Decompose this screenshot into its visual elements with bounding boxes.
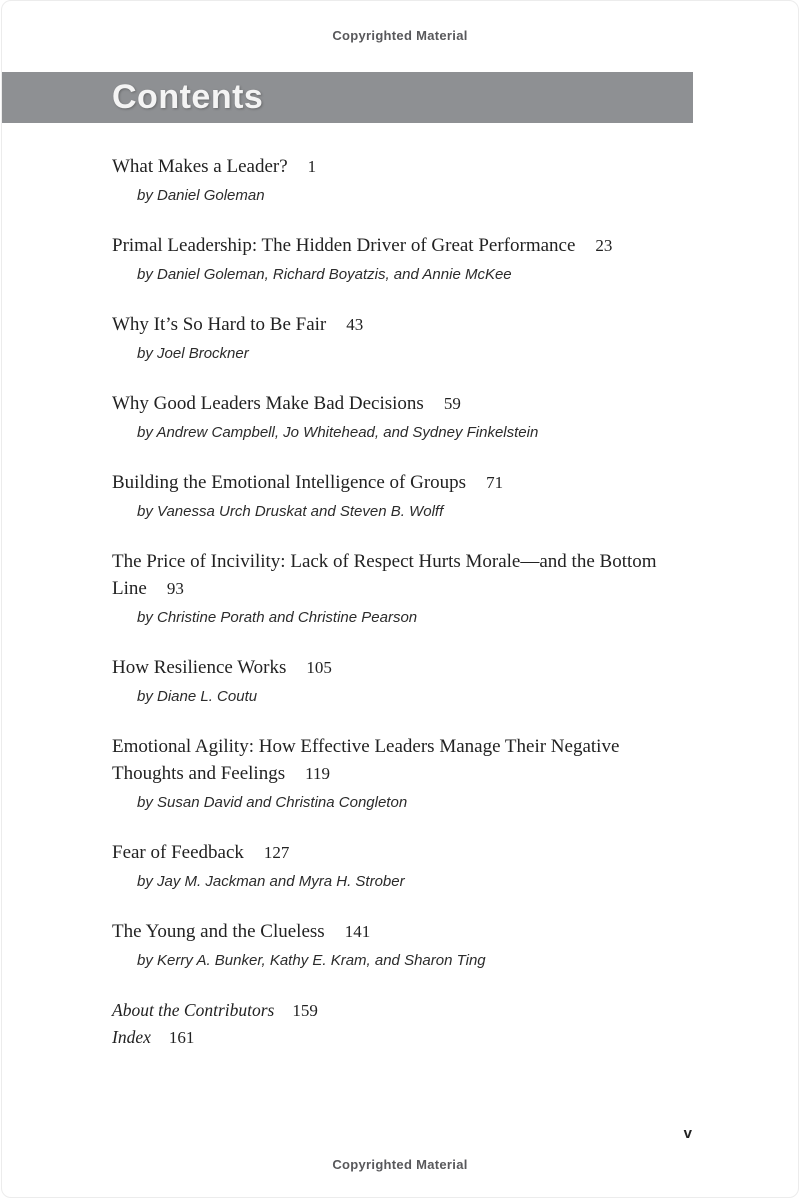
toc-entry-title-line — [112, 839, 677, 866]
toc-entry-page: 93 — [166, 579, 184, 598]
toc-entry — [112, 469, 677, 522]
toc-entry-title: Primal Leadership: The Hidden Driver of Great Performance — [112, 235, 576, 256]
toc-entry — [112, 918, 677, 971]
toc-entry — [112, 153, 677, 206]
back-matter-title: About the Contributors — [112, 1000, 275, 1020]
toc-entry-title-line — [112, 733, 677, 787]
toc-entry-title-line — [112, 153, 677, 180]
copyright-notice-top: Copyrighted Material — [332, 28, 468, 43]
toc-entry — [112, 311, 677, 364]
toc-entry-title-line — [112, 918, 677, 945]
toc-entry-title-line — [112, 232, 677, 259]
toc-entry-page: 127 — [263, 843, 290, 862]
back-matter-page: 159 — [292, 1001, 318, 1020]
toc-entry-byline: by Jay M. Jackman and Myra H. Strober — [137, 873, 405, 890]
toc-entry-page: 43 — [346, 315, 364, 334]
toc-list — [2, 153, 797, 971]
contents-title: Contents — [112, 78, 264, 116]
toc-entry-byline: by Diane L. Coutu — [137, 688, 258, 705]
toc-entry-title: The Young and the Clueless — [112, 921, 325, 942]
toc-entry-title: Why It’s So Hard to Be Fair — [112, 314, 327, 335]
contents-header-bar — [2, 72, 693, 123]
toc-entry-title: What Makes a Leader? — [112, 156, 288, 177]
book-page — [1, 0, 799, 1198]
toc-entry-page: 23 — [595, 236, 613, 255]
toc-entry-title: Why Good Leaders Make Bad Decisions — [112, 393, 424, 414]
toc-entry-page: 105 — [306, 658, 332, 677]
back-matter-item — [112, 1024, 798, 1051]
toc-entry-byline: by Susan David and Christina Congleton — [137, 794, 408, 811]
toc-entry-byline: by Joel Brockner — [137, 345, 249, 362]
toc-entry-byline: by Daniel Goleman, Richard Boyatzis, and Annie McKee — [137, 266, 512, 283]
toc-entry-title-line — [112, 548, 677, 602]
toc-entry-page: 59 — [443, 394, 461, 413]
toc-entry-title: How Resilience Works — [112, 657, 287, 678]
toc-entry-title: Building the Emotional Intelligence of Groups — [112, 472, 467, 493]
toc-entry-page: 1 — [307, 157, 317, 176]
back-matter-item — [112, 997, 798, 1024]
back-matter-page: 161 — [168, 1028, 195, 1047]
toc-entry-title: The Price of Incivility: Lack of Respect Hurts Morale—and the Bottom Line — [112, 551, 657, 599]
toc-entry — [112, 390, 677, 443]
toc-entry-title-line — [112, 390, 677, 417]
toc-entry-page: 71 — [486, 473, 504, 492]
toc-entry-title-line — [112, 654, 677, 681]
toc-entry-title: Fear of Feedback — [112, 842, 244, 863]
toc-entry-title-line — [112, 311, 677, 338]
toc-entry-byline: by Andrew Campbell, Jo Whitehead, and Sydney Finkelstein — [137, 424, 539, 441]
toc-entry — [112, 548, 677, 628]
toc-entry-title: Emotional Agility: How Effective Leaders Manage Their Negative Thoughts and Feelings — [112, 736, 620, 784]
toc-entry — [112, 839, 677, 892]
toc-entry-title-line — [112, 469, 677, 496]
toc-entry-page: 141 — [344, 922, 371, 941]
back-matter-list — [2, 997, 798, 1051]
toc-entry-page: 119 — [305, 764, 330, 783]
toc-entry-byline: by Kerry A. Bunker, Kathy E. Kram, and Sharon Ting — [137, 952, 486, 969]
page-number: v — [683, 1125, 692, 1142]
toc-entry — [112, 232, 677, 285]
toc-entry-byline: by Daniel Goleman — [137, 187, 265, 204]
toc-entry — [112, 733, 677, 813]
toc-entry-byline: by Vanessa Urch Druskat and Steven B. Wolff — [137, 503, 444, 520]
copyright-notice-bottom: Copyrighted Material — [332, 1157, 468, 1172]
toc-entry-byline: by Christine Porath and Christine Pearson — [137, 609, 418, 626]
toc-entry — [112, 654, 677, 707]
back-matter-title: Index — [112, 1027, 151, 1047]
